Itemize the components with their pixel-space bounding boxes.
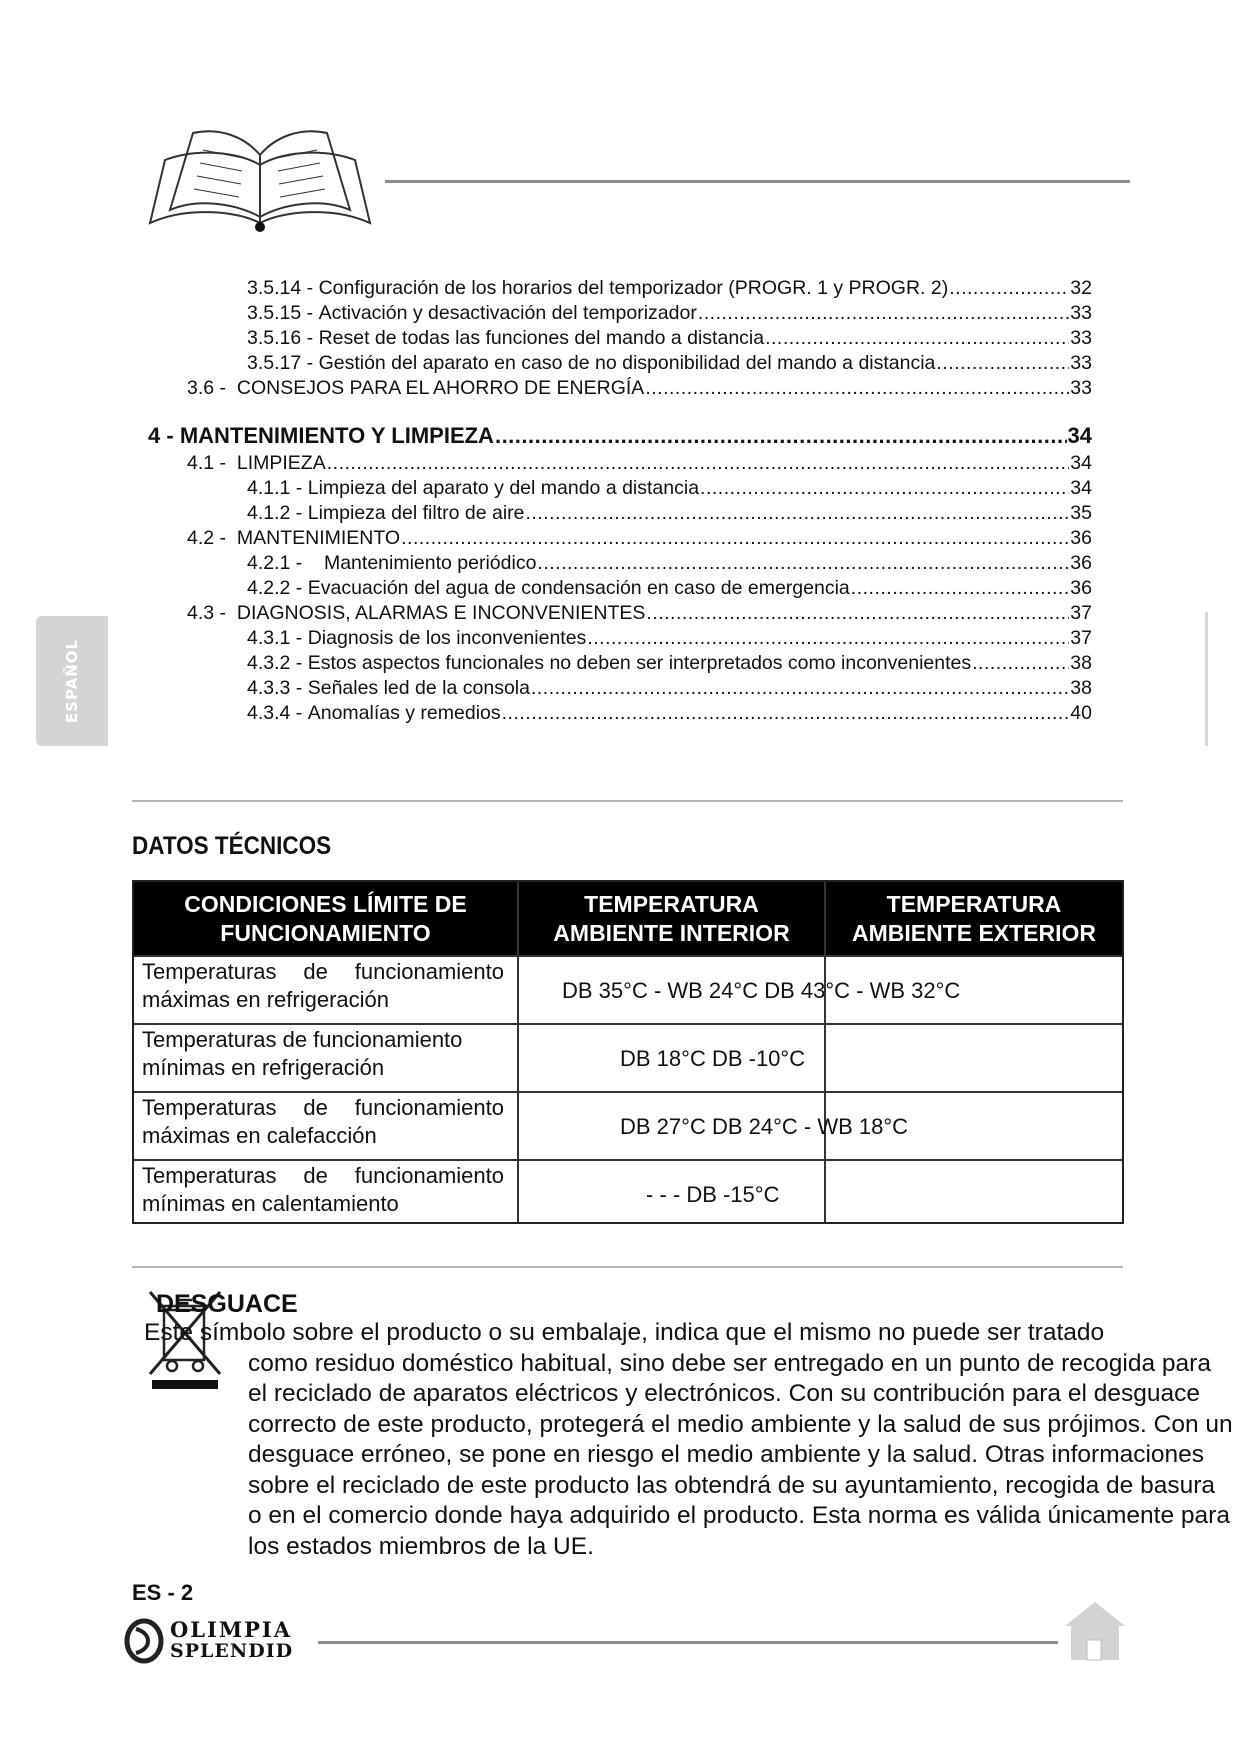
table-row-label-word: Temperaturas xyxy=(142,1095,277,1120)
table-row-label-word: funcionamiento xyxy=(354,1095,504,1120)
table-row-label-word: funcionamiento xyxy=(354,1163,504,1188)
toc-entry-number: 4.2.1 - xyxy=(247,552,303,574)
tech-data-heading: DATOS TÉCNICOS xyxy=(132,832,332,860)
toc-entry-number: 4.3.3 - xyxy=(247,677,303,699)
toc-entry[interactable] xyxy=(247,501,1092,525)
toc-entry-page: 37 xyxy=(1070,627,1092,649)
language-tab-label: ESPAÑOL xyxy=(63,638,81,724)
table-row-label-line2: mínimas en refrigeración xyxy=(142,1055,385,1080)
table-row-label-line2: máximas en refrigeración xyxy=(142,987,389,1012)
table-row-label-word: de xyxy=(303,959,328,984)
toc-leader-dots xyxy=(700,476,1069,500)
toc-entry-separator: - xyxy=(301,277,319,299)
toc-entry-title: Activación y desactivación del temporizador xyxy=(318,302,697,324)
table-row-label-word: Temperaturas xyxy=(142,1163,277,1188)
table-row-label-word: funcionamiento xyxy=(354,959,504,984)
column-header-indoor: TEMPERATURA AMBIENTE INTERIOR xyxy=(519,882,824,955)
toc-entry-separator xyxy=(226,376,237,400)
disposal-text-line: los estados miembros de la UE. xyxy=(248,1532,594,1560)
toc-leader-dots xyxy=(327,451,1070,475)
toc-leader-dots xyxy=(851,576,1070,600)
toc-leader-dots xyxy=(765,326,1069,350)
toc-leader-dots xyxy=(502,701,1070,725)
footer-rule xyxy=(318,1641,1058,1644)
table-row-values: DB 18°C DB -10°C xyxy=(620,1046,806,1071)
table-row-label-word: de xyxy=(303,1095,328,1120)
disposal-text-line: correcto de este producto, protegerá el medio ambiente y la salud de sus prójimos. Con un xyxy=(248,1410,1233,1438)
page-edge-mark xyxy=(1205,612,1208,746)
table-row-label-line2: mínimas en calentamiento xyxy=(142,1191,399,1216)
toc-entry[interactable] xyxy=(247,276,1092,300)
toc-entry[interactable] xyxy=(247,351,1092,375)
toc-entry-number: 4.2.2 - xyxy=(247,577,303,599)
home-icon[interactable] xyxy=(1063,1600,1127,1662)
toc-entry-number: 4.3.1 - xyxy=(247,627,303,649)
toc-entry[interactable] xyxy=(247,576,1092,600)
disposal-title: DESGUACE xyxy=(156,1290,298,1318)
toc-entry-number: 3.5.16 xyxy=(247,327,302,349)
toc-leader-dots xyxy=(936,351,1069,375)
toc-entry[interactable] xyxy=(247,301,1092,325)
toc-entry-title: Reset de todas las funciones del mando a distancia xyxy=(318,327,765,349)
table-row-label-word: Temperaturas de funcionamiento xyxy=(142,1027,463,1052)
table-row-label xyxy=(142,1162,504,1218)
tech-data-table xyxy=(132,880,1124,1224)
page-number: ES - 2 xyxy=(132,1580,194,1605)
toc-entry[interactable] xyxy=(187,451,1092,475)
table-row-label xyxy=(142,1026,504,1082)
toc-entry-page: 38 xyxy=(1070,652,1092,674)
table-row-label-line2: máximas en calefacción xyxy=(142,1123,377,1148)
column-header-outdoor: TEMPERATURA AMBIENTE EXTERIOR xyxy=(826,882,1122,955)
toc-entry-number: 3.5.17 xyxy=(247,352,302,374)
toc-entry-number: 4.3 - xyxy=(187,602,227,624)
toc-entry-number: 4.3.2 - xyxy=(247,652,303,674)
brand-name-line1: OLIMPIA xyxy=(170,1617,293,1642)
table-row-values: DB 35°C - WB 24°C DB 43°C - WB 32°C xyxy=(562,978,961,1003)
table-row-label-word: de xyxy=(303,1163,328,1188)
toc-entry-title: Señales led de la consola xyxy=(307,677,530,699)
toc-leader-dots xyxy=(646,601,1069,625)
toc-entry-separator xyxy=(226,601,237,625)
toc-entry-number: 3.5.14 xyxy=(247,277,302,299)
toc-entry-title: MANTENIMIENTO xyxy=(236,527,401,549)
toc-leader-dots xyxy=(526,501,1070,525)
column-header-conditions: CONDICIONES LÍMITE DE FUNCIONAMIENTO xyxy=(134,882,517,955)
toc-entry[interactable] xyxy=(247,476,1092,500)
toc-entry-number: 4.1 - xyxy=(187,452,227,474)
toc-leader-dots xyxy=(972,651,1069,675)
toc-entry-title: Gestión del aparato en caso de no disponibilidad del mando a distancia xyxy=(318,352,936,374)
toc-entry-page: 36 xyxy=(1070,552,1092,574)
toc-entry-title: Diagnosis de los inconvenientes xyxy=(307,627,587,649)
toc-leader-dots xyxy=(531,676,1069,700)
toc-leader-dots xyxy=(587,626,1069,650)
toc-entry-title: Configuración de los horarios del temporizador (PROGR. 1 y PROGR. 2) xyxy=(318,277,949,299)
table-row-values: DB 27°C DB 24°C - WB 18°C xyxy=(620,1114,909,1139)
toc-entry-page: 34 xyxy=(1070,477,1092,499)
table-row-label xyxy=(142,958,504,1014)
section-divider xyxy=(132,800,1123,802)
toc-entry-title: Evacuación del agua de condensación en caso de emergencia xyxy=(307,577,850,599)
disposal-text-line: el reciclado de aparatos eléctricos y electrónicos. Con su contribución para el desguace xyxy=(248,1380,1200,1407)
disposal-text-line: sobre el reciclado de este producto las obtendrá de su ayuntamiento, recogida de basura xyxy=(248,1471,1216,1499)
toc-entry-title: DIAGNOSIS, ALARMAS E INCONVENIENTES xyxy=(236,602,646,624)
toc-entry-title: LIMPIEZA xyxy=(236,452,326,474)
toc-entry-number: 4.2 - xyxy=(187,527,227,549)
table-row-label xyxy=(142,1094,504,1150)
brand-logo xyxy=(122,1615,312,1667)
toc-entry-title: Limpieza del filtro de aire xyxy=(307,502,525,524)
open-book-icon xyxy=(145,125,375,235)
toc-entry[interactable] xyxy=(247,701,1092,725)
toc-entry-page: 37 xyxy=(1070,602,1092,624)
disposal-text-line: desguace erróneo, se pone en riesgo el medio ambiente y la salud. Otras informaciones xyxy=(248,1441,1205,1468)
header-rule xyxy=(385,180,1130,183)
toc-entry-number: 3.5.15 xyxy=(247,302,302,324)
toc-entry-page: 34 xyxy=(1070,452,1092,474)
toc-entry-title: Mantenimiento periódico xyxy=(323,552,537,574)
toc-entry-separator: - xyxy=(301,302,319,324)
toc-leader-dots xyxy=(401,526,1069,550)
disposal-text-line: como residuo doméstico habitual, sino debe ser entregado en un punto de recogida para xyxy=(248,1349,1211,1377)
toc-entry[interactable] xyxy=(187,376,1092,400)
section-divider xyxy=(132,1266,1123,1268)
table-row-label-word: Temperaturas xyxy=(142,959,277,984)
toc-entry-page: 38 xyxy=(1070,677,1092,699)
toc-entry-title: MANTENIMIENTO Y LIMPIEZA xyxy=(179,423,494,448)
toc-leader-dots xyxy=(495,422,1067,450)
toc-entry[interactable] xyxy=(187,526,1092,550)
toc-leader-dots xyxy=(645,376,1069,400)
toc-entry[interactable] xyxy=(247,626,1092,650)
toc-entry-page: 32 xyxy=(1070,277,1092,299)
toc-entry-page: 35 xyxy=(1070,502,1092,524)
toc-entry-separator xyxy=(226,451,237,475)
toc-entry-title: Anomalías y remedios xyxy=(307,702,501,724)
toc-entry-number: 4 - xyxy=(148,423,174,448)
toc-entry-page: 33 xyxy=(1070,327,1092,349)
toc-entry[interactable] xyxy=(187,601,1092,625)
toc-entry[interactable] xyxy=(247,651,1092,675)
toc-entry-page: 33 xyxy=(1070,377,1092,399)
toc-entry[interactable] xyxy=(148,422,1092,450)
toc-entry-number: 4.1.1 - xyxy=(247,477,303,499)
toc-entry-title: Limpieza del aparato y del mando a distancia xyxy=(307,477,700,499)
toc-entry-separator: - xyxy=(301,327,319,349)
toc-leader-dots xyxy=(698,301,1069,325)
disposal-text-line: Este símbolo sobre el producto o su embalaje, indica que el mismo no puede ser tratado xyxy=(144,1319,1105,1346)
toc-entry-separator xyxy=(302,551,324,575)
language-tab[interactable] xyxy=(36,616,108,746)
toc-leader-dots xyxy=(537,551,1069,575)
toc-entry-page: 40 xyxy=(1070,702,1092,724)
toc-entry[interactable] xyxy=(247,551,1092,575)
toc-entry-page: 33 xyxy=(1070,352,1092,374)
toc-leader-dots xyxy=(949,276,1069,300)
brand-name-line2: SPLENDID xyxy=(170,1640,294,1662)
toc-entry-number: 4.3.4 - xyxy=(247,702,303,724)
toc-entry-title: CONSEJOS PARA EL AHORRO DE ENERGÍA xyxy=(236,377,645,399)
disposal-text-line: o en el comercio donde haya adquirido el producto. Esta norma es válida únicamente para xyxy=(248,1502,1230,1529)
toc-entry-number: 4.1.2 - xyxy=(247,502,303,524)
toc-entry-page: 36 xyxy=(1070,527,1092,549)
toc-entry-separator: - xyxy=(301,352,319,374)
toc-entry-separator xyxy=(226,526,237,550)
toc-entry-page: 34 xyxy=(1067,423,1092,448)
toc-entry-title: Estos aspectos funcionales no deben ser interpretados como inconvenientes xyxy=(307,652,972,674)
toc-entry-page: 33 xyxy=(1070,302,1092,324)
toc-entry-number: 3.6 - xyxy=(187,377,227,399)
toc-entry-page: 36 xyxy=(1070,577,1092,599)
table-row-values: - - - DB -15°C xyxy=(646,1182,780,1207)
toc-entry[interactable] xyxy=(247,676,1092,700)
toc-entry[interactable] xyxy=(247,326,1092,350)
